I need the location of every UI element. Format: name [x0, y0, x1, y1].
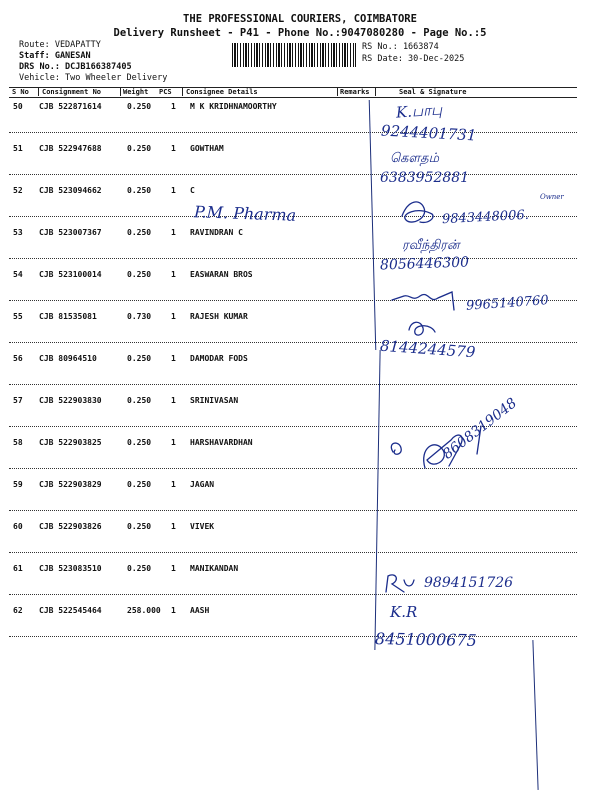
cell-consignee: JAGAN [190, 480, 215, 489]
row-separator [9, 384, 577, 385]
cell-consignment: CJB 81535081 [39, 312, 97, 321]
cell-consignee: RAVINDRAN C [190, 228, 243, 237]
cell-sno: 62 [13, 606, 23, 615]
cell-weight: 0.250 [127, 522, 152, 531]
cell-sno: 52 [13, 186, 23, 195]
signature-ravindran: ரவீந்திரன் [402, 238, 460, 253]
cell-consignment: CJB 523094662 [39, 186, 102, 195]
col-weight: Weight [123, 88, 149, 96]
cell-consignee: M K KRIDHNAMOORTHY [190, 102, 277, 111]
cell-weight: 0.250 [127, 480, 152, 489]
cell-consignment: CJB 522903830 [39, 396, 102, 405]
cell-pcs: 1 [171, 522, 176, 531]
phone-9894151726: 9894151726 [424, 575, 514, 591]
cell-consignment: CJB 522947688 [39, 144, 102, 153]
drs-number: DRS No.: DCJB166387405 [19, 62, 132, 72]
phone-8608319048: 8608319048 [440, 395, 521, 463]
cell-pcs: 1 [171, 438, 176, 447]
cell-pcs: 1 [171, 354, 176, 363]
cell-pcs: 1 [171, 312, 176, 321]
barcode [232, 43, 356, 67]
cell-sno: 61 [13, 564, 23, 573]
phone-8451000675: 8451000675 [374, 629, 477, 650]
cell-pcs: 1 [171, 396, 176, 405]
row-separator [9, 174, 577, 175]
cell-consignment: CJB 80964510 [39, 354, 97, 363]
col-seal: Seal & Signature [399, 88, 467, 96]
row-separator [9, 594, 577, 595]
cell-weight: 0.250 [127, 228, 152, 237]
header-rule [9, 97, 577, 98]
cell-consignment: CJB 523007367 [39, 228, 102, 237]
cell-consignment: CJB 523100014 [39, 270, 102, 279]
phone-9843448006: 9843448006. [441, 207, 530, 228]
cell-sno: 56 [13, 354, 23, 363]
cell-sno: 51 [13, 144, 23, 153]
runsheet-title: Delivery Runsheet - P41 - Phone No.:9047080280 - Page No.:5 [113, 27, 487, 39]
cell-weight: 0.250 [127, 396, 152, 405]
cell-weight: 0.250 [127, 438, 152, 447]
cell-weight: 0.250 [127, 102, 152, 111]
phone-6383952881: 6383952881 [380, 170, 470, 186]
cell-consignee: AASH [190, 606, 210, 615]
cell-weight: 0.250 [127, 144, 152, 153]
cell-weight: 0.250 [127, 354, 152, 363]
cell-consignment: CJB 522903829 [39, 480, 102, 489]
owner-note: Owner [540, 193, 564, 201]
staff-label: Staff: GANESAN [19, 51, 91, 61]
cell-pcs: 1 [171, 102, 176, 111]
cell-weight: 258.000 [127, 606, 161, 615]
phone-9244401731: 9244401731 [380, 121, 477, 145]
cell-pcs: 1 [171, 480, 176, 489]
cell-consignee: MANIKANDAN [190, 564, 239, 573]
cell-consignee: C [190, 186, 195, 195]
cell-weight: 0.250 [127, 564, 152, 573]
rs-date: RS Date: 30-Dec-2025 [362, 54, 465, 64]
vehicle-label: Vehicle: Two Wheeler Delivery [19, 73, 168, 83]
col-sno: S No [12, 88, 29, 96]
cell-consignment: CJB 522545464 [39, 606, 102, 615]
cell-sno: 57 [13, 396, 23, 405]
cell-weight: 0.250 [127, 270, 152, 279]
phone-8056446300: 8056446300 [379, 254, 470, 274]
cell-consignment: CJB 523083510 [39, 564, 102, 573]
cell-pcs: 1 [171, 270, 176, 279]
signature-scribble-52 [398, 196, 438, 230]
rs-number: RS No.: 1663874 [362, 42, 439, 52]
cell-pcs: 1 [171, 186, 176, 195]
col-consignee: Consignee Details [186, 88, 258, 96]
cell-sno: 59 [13, 480, 23, 489]
cell-consignee: SRINIVASAN [190, 396, 239, 405]
cell-sno: 53 [13, 228, 23, 237]
cell-consignment: CJB 522903826 [39, 522, 102, 531]
company-title: THE PROFESSIONAL COURIERS, COIMBATORE [183, 13, 417, 25]
cell-pcs: 1 [171, 144, 176, 153]
route-label: Route: VEDAPATTY [19, 40, 101, 50]
cell-consignee: EASWARAN BROS [190, 270, 253, 279]
signature-kr: K.R [390, 603, 418, 621]
cell-sno: 54 [13, 270, 23, 279]
cell-consignee: RAJESH KUMAR [190, 312, 248, 321]
col-remarks: Remarks [340, 88, 370, 96]
cell-consignment: CJB 522903825 [39, 438, 102, 447]
cell-consignee: GOWTHAM [190, 144, 224, 153]
row-separator [9, 132, 577, 133]
row-separator [9, 636, 577, 637]
cell-pcs: 1 [171, 606, 176, 615]
row-separator [9, 552, 577, 553]
cell-weight: 0.250 [127, 186, 152, 195]
cell-sno: 50 [13, 102, 23, 111]
signature-k-pabu: K.பாபு [395, 100, 443, 122]
phone-8144244579: 8144244579 [379, 336, 476, 362]
cell-pcs: 1 [171, 564, 176, 573]
signature-scribble-55 [390, 286, 470, 316]
cell-sno: 55 [13, 312, 23, 321]
cell-sno: 58 [13, 438, 23, 447]
cell-sno: 60 [13, 522, 23, 531]
row-separator [9, 342, 577, 343]
cell-pcs: 1 [171, 228, 176, 237]
col-consignment: Consignment No [42, 88, 102, 96]
signature-scribble-61 [382, 570, 418, 596]
handwritten-pm-pharma: P.M. Pharma [193, 202, 297, 225]
row-separator [9, 510, 577, 511]
cell-consignee: VIVEK [190, 522, 215, 531]
cell-consignment: CJB 522871614 [39, 102, 102, 111]
cell-consignee: DAMODAR FODS [190, 354, 248, 363]
row-separator [9, 258, 577, 259]
signature-gowtham: கௌதம் [390, 151, 440, 166]
cell-consignee: HARSHAVARDHAN [190, 438, 253, 447]
phone-9965140760: 9965140760 [465, 293, 550, 314]
col-pcs: PCS [159, 88, 172, 96]
cell-weight: 0.730 [127, 312, 152, 321]
